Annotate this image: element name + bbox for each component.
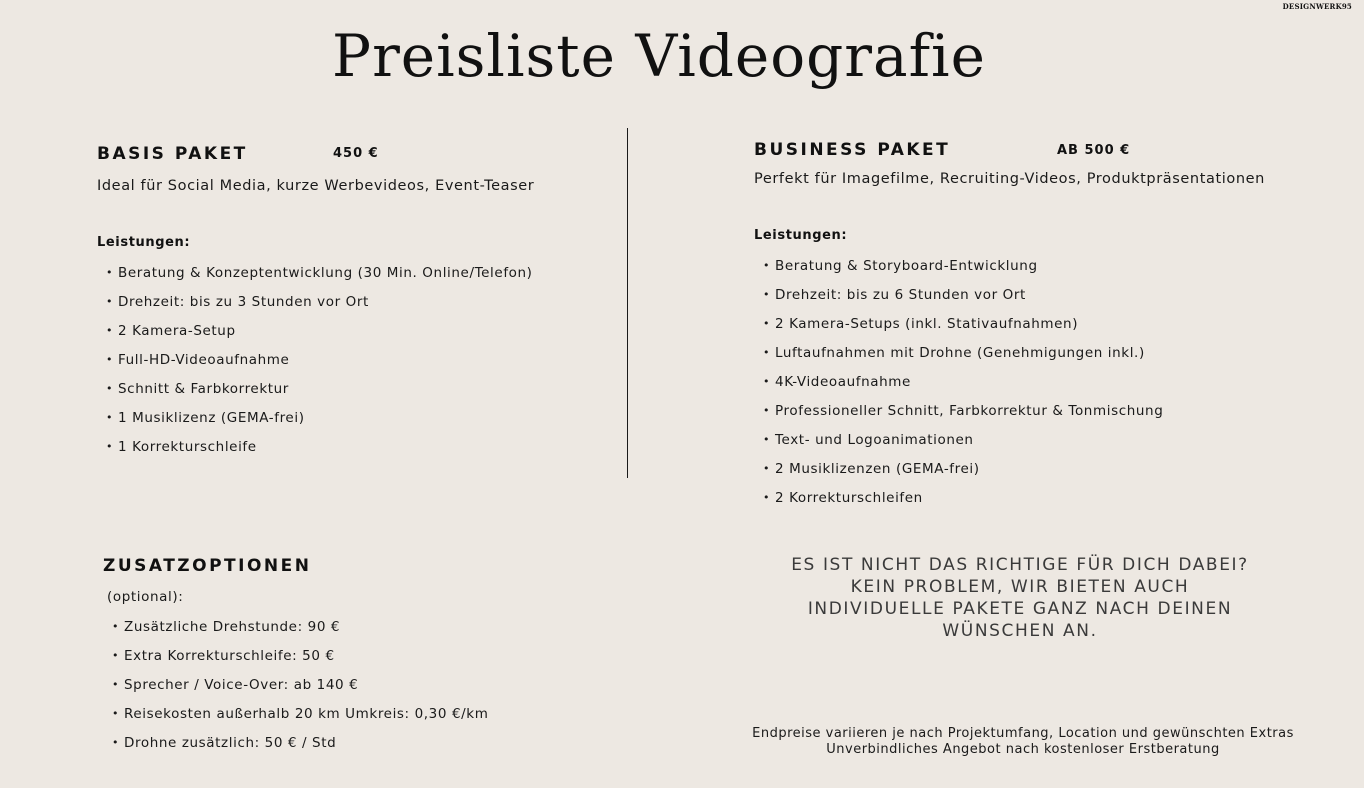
bullet-icon: • xyxy=(763,317,771,330)
bullet-icon: • xyxy=(763,404,771,417)
bullet-icon: • xyxy=(763,462,771,475)
list-item xyxy=(763,286,1163,315)
pricing-footnote xyxy=(730,726,1316,758)
list-item-text: Luftaufnahmen mit Drohne (Genehmigungen inkl.) xyxy=(775,345,1145,361)
list-item-text: 2 Kamera-Setups (inkl. Stativaufnahmen) xyxy=(775,316,1079,332)
custom-package-line: KEIN PROBLEM, WIR BIETEN AUCH xyxy=(850,577,1190,597)
bullet-icon: • xyxy=(112,649,120,662)
list-item xyxy=(112,734,488,763)
list-item-text: 1 Musiklizenz (GEMA-frei) xyxy=(118,410,305,426)
bullet-icon: • xyxy=(763,433,771,446)
extras-title: ZUSATZOPTIONEN xyxy=(103,556,312,576)
custom-package-line: INDIVIDUELLE PAKETE GANZ NACH DEINEN xyxy=(807,599,1233,619)
bullet-icon: • xyxy=(112,678,120,691)
list-item xyxy=(763,315,1163,344)
list-item xyxy=(763,460,1163,489)
business-package-price: AB 500 € xyxy=(1057,143,1131,158)
bullet-icon: • xyxy=(763,288,771,301)
list-item-text: Drehzeit: bis zu 3 Stunden vor Ort xyxy=(118,294,369,310)
list-item xyxy=(106,293,533,322)
business-package-description: Perfekt für Imagefilme, Recruiting-Videos, Produktpräsentationen xyxy=(754,171,1265,187)
list-item xyxy=(106,409,533,438)
list-item-text: Text- und Logoanimationen xyxy=(775,432,974,448)
list-item-text: Zusätzliche Drehstunde: 90 € xyxy=(124,619,341,635)
custom-package-line: WÜNSCHEN AN. xyxy=(942,621,1098,641)
list-item-text: Reisekosten außerhalb 20 km Umkreis: 0,30 €/km xyxy=(124,706,489,722)
bullet-icon: • xyxy=(106,382,114,395)
list-item xyxy=(112,705,488,734)
list-item-text: Extra Korrekturschleife: 50 € xyxy=(124,648,335,664)
column-divider xyxy=(627,128,628,478)
custom-package-line: ES IST NICHT DAS RICHTIGE FÜR DICH DABEI? xyxy=(791,555,1249,575)
list-item xyxy=(763,431,1163,460)
bullet-icon: • xyxy=(112,736,120,749)
basis-package-name: BASIS PAKET xyxy=(97,144,248,164)
bullet-icon: • xyxy=(106,411,114,424)
brand-logo-text: DESIGNWERK95 xyxy=(1282,2,1352,11)
bullet-icon: • xyxy=(106,440,114,453)
list-item xyxy=(106,351,533,380)
business-services-list xyxy=(763,257,1163,518)
list-item xyxy=(106,438,533,467)
extras-list xyxy=(112,618,488,763)
bullet-icon: • xyxy=(106,295,114,308)
list-item-text: Sprecher / Voice-Over: ab 140 € xyxy=(124,677,359,693)
list-item-text: Beratung & Storyboard-Entwicklung xyxy=(775,258,1038,274)
bullet-icon: • xyxy=(106,266,114,279)
extras-optional-label: (optional): xyxy=(107,589,184,605)
pricing-footnote-line: Unverbindliches Angebot nach kostenloser Erstberatung xyxy=(826,742,1220,757)
list-item xyxy=(763,402,1163,431)
list-item xyxy=(106,380,533,409)
bullet-icon: • xyxy=(106,353,114,366)
bullet-icon: • xyxy=(763,346,771,359)
list-item-text: 2 Kamera-Setup xyxy=(118,323,236,339)
basis-package-price: 450 € xyxy=(333,146,379,161)
list-item xyxy=(106,264,533,293)
list-item xyxy=(112,676,488,705)
list-item xyxy=(112,618,488,647)
list-item-text: Drehzeit: bis zu 6 Stunden vor Ort xyxy=(775,287,1026,303)
pricing-footnote-line: Endpreise variieren je nach Projektumfang, Location und gewünschten Extras xyxy=(752,726,1294,741)
basis-services-label: Leistungen: xyxy=(97,235,191,250)
list-item xyxy=(112,647,488,676)
list-item-text: Full-HD-Videoaufnahme xyxy=(118,352,290,368)
custom-package-message xyxy=(760,554,1280,642)
bullet-icon: • xyxy=(112,707,120,720)
list-item xyxy=(763,344,1163,373)
list-item-text: Drohne zusätzlich: 50 € / Std xyxy=(124,735,337,751)
business-package-name: BUSINESS PAKET xyxy=(754,140,951,160)
list-item-text: 2 Korrekturschleifen xyxy=(775,490,923,506)
basis-package-description: Ideal für Social Media, kurze Werbevideos, Event-Teaser xyxy=(97,178,535,194)
list-item xyxy=(763,257,1163,286)
bullet-icon: • xyxy=(112,620,120,633)
basis-services-list xyxy=(106,264,533,467)
bullet-icon: • xyxy=(763,491,771,504)
list-item-text: Beratung & Konzeptentwicklung (30 Min. Online/Telefon) xyxy=(118,265,533,281)
list-item-text: 4K-Videoaufnahme xyxy=(775,374,911,390)
bullet-icon: • xyxy=(763,375,771,388)
list-item xyxy=(106,322,533,351)
list-item-text: Professioneller Schnitt, Farbkorrektur & Tonmischung xyxy=(775,403,1164,419)
business-services-label: Leistungen: xyxy=(754,228,848,243)
bullet-icon: • xyxy=(763,259,771,272)
list-item-text: Schnitt & Farbkorrektur xyxy=(118,381,289,397)
bullet-icon: • xyxy=(106,324,114,337)
list-item xyxy=(763,489,1163,518)
list-item-text: 2 Musiklizenzen (GEMA-frei) xyxy=(775,461,980,477)
list-item-text: 1 Korrekturschleife xyxy=(118,439,257,455)
list-item xyxy=(763,373,1163,402)
page-title: Preisliste Videografie xyxy=(332,22,986,90)
